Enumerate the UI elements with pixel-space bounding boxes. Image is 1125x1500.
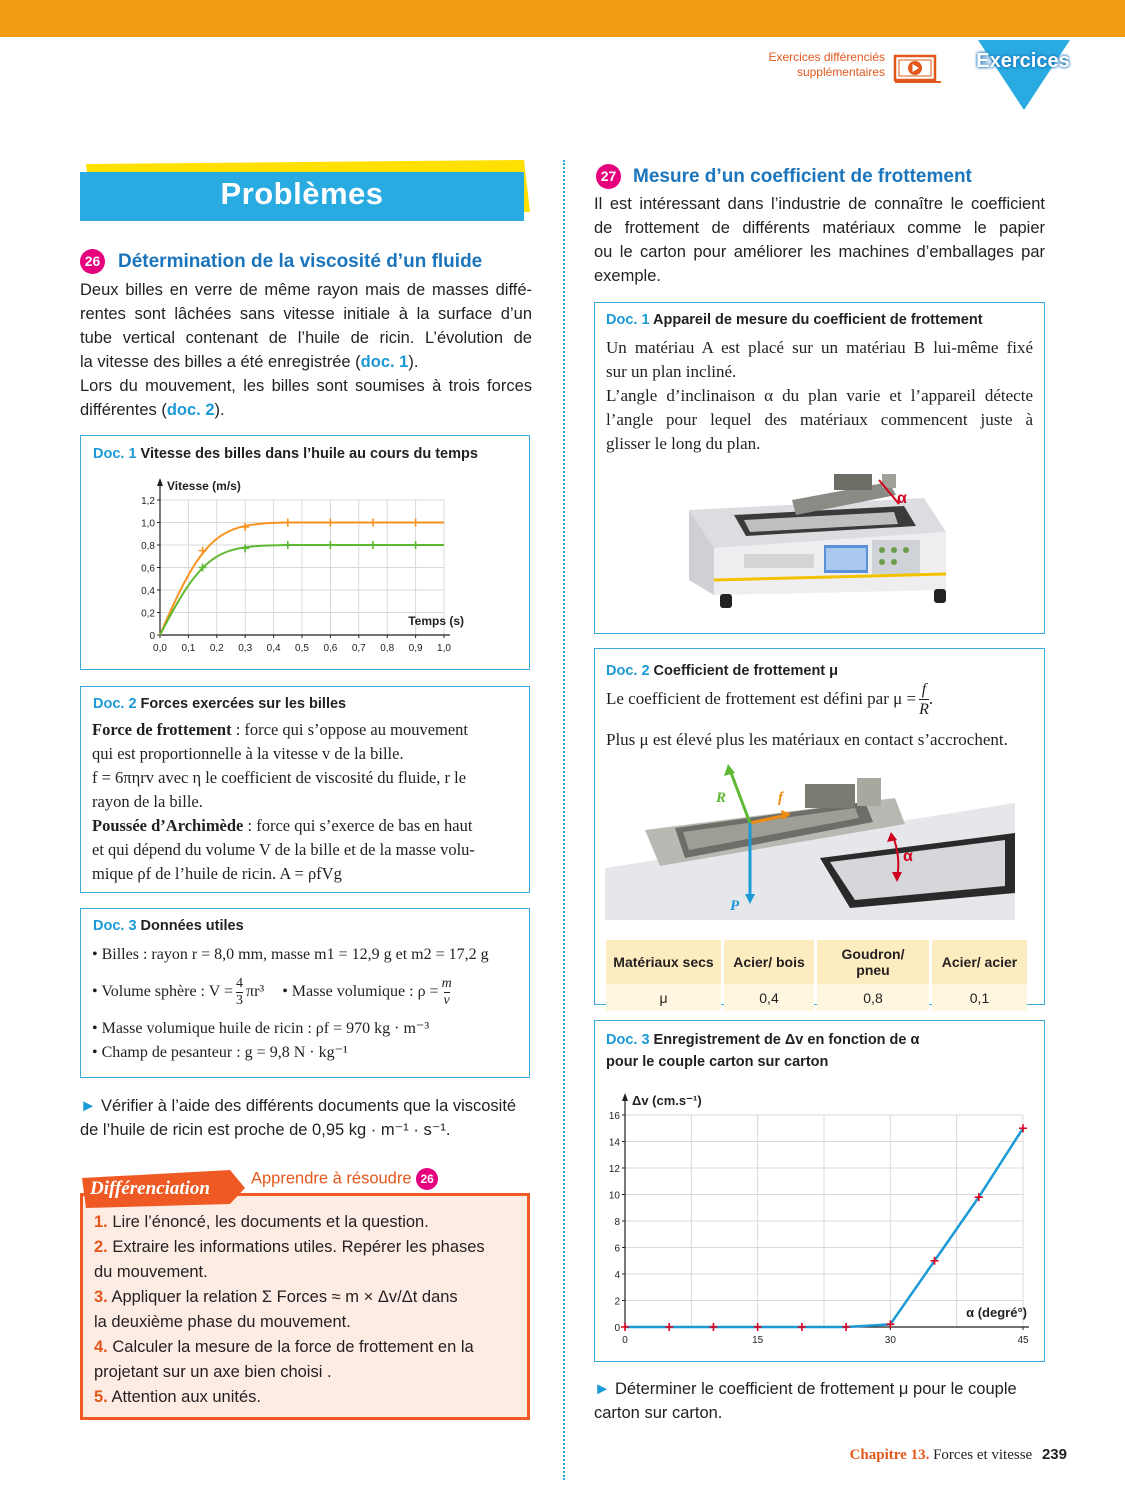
y-tick-label: 8 — [614, 1217, 620, 1228]
delta-v-chart — [598, 1080, 1038, 1352]
table-header-cell: Goudron/ pneu — [817, 940, 929, 984]
doc2-text: Force de frottement : force qui s’oppose au mouvement qui est proportionnelle à la vitesse v de la bille. f = 6πηrv avec η le coefficient de viscosité du fluide, r le rayon de la bille. Poussée d’Archimède : force qui s’exerce de bas en haut et qui dépend du volume V de la bille et de la masse volu- mique ρf de l’huile de ricin. A = ρfVg — [92, 720, 475, 883]
y-tick-label: 0 — [149, 631, 155, 642]
fraction-m-v: $\frac{m}{v}$ — [441, 975, 452, 1008]
data-point — [241, 523, 249, 531]
y-tick-label: 0,6 — [141, 563, 155, 575]
data-point — [241, 544, 249, 552]
vector-R-label: R — [716, 790, 727, 806]
data-point — [412, 519, 420, 527]
data-point — [369, 541, 377, 549]
y-tick-label: 1,2 — [141, 496, 155, 507]
exercise-27-title: Mesure d’un coefficient de frottement — [633, 166, 972, 187]
x-tick-label: 0,5 — [295, 643, 309, 654]
column-separator — [563, 160, 565, 1480]
y-tick-label: 10 — [608, 1190, 620, 1202]
vector-P-label: P — [730, 898, 740, 914]
exercise-number-badge: 27 — [596, 164, 621, 189]
y-tick-label: 2 — [614, 1296, 620, 1308]
y-tick-label: 4 — [614, 1270, 620, 1281]
x-tick-label: 0,1 — [181, 643, 196, 654]
arrow-right-icon: ► — [594, 1380, 611, 1398]
doc1-link[interactable]: doc. 1 — [360, 353, 409, 371]
doc2-heading: Doc. 2 Forces exercées sur les billes — [93, 696, 347, 712]
learn-to-solve-link[interactable]: Apprendre à résoudre 26 — [251, 1168, 438, 1190]
differentiation-label: Différenciation — [90, 1178, 210, 1199]
doc1-heading: Doc. 1 Vitesse des billes dans l’huile au cours du temps — [93, 446, 478, 462]
y-tick-label: 16 — [608, 1111, 620, 1122]
data-point — [326, 519, 334, 527]
data-point — [709, 1323, 717, 1331]
section-tab-label: Exercices — [976, 50, 1070, 72]
arrow-right-icon: ► — [80, 1097, 97, 1115]
doc1-right-text: Un matériau A est placé sur un matériau B lui-même fixé sur un plan incliné. L’angle d’inclinaison α du plan varie et l’appareil détecte l’angle pour lequel des matériaux commencent juste à glisser le long du plan. — [606, 338, 1033, 453]
x-tick-label: 0,6 — [323, 643, 338, 654]
data-point — [369, 519, 377, 527]
friction-tester-device-image — [684, 470, 964, 615]
data-point — [665, 1323, 673, 1331]
table-cell: 0,4 — [724, 984, 814, 1011]
inclined-plane-forces-image — [605, 758, 1015, 920]
x-tick-label: 45 — [1017, 1335, 1029, 1346]
doc1-right-heading: Doc. 1 Appareil de mesure du coefficient de frottement — [606, 312, 983, 328]
exercise-26-title: Détermination de la viscosité d’un fluide — [118, 251, 483, 272]
friction-coefficient-table — [603, 940, 1030, 1011]
y-tick-label: 0,4 — [141, 586, 155, 597]
doc2-right-heading: Doc. 2 Coefficient de frottement μ — [606, 663, 839, 679]
y-tick-label: 1,0 — [141, 518, 155, 530]
fraction-4-3: $\frac{4}{3}$ — [236, 975, 243, 1008]
doc2-right-text: Le coefficient de frottement est défini par μ = $\frac{f}{R}$ . Plus μ est élevé plus les matériaux en contact s’accrochent. — [606, 680, 1008, 749]
x-tick-label: 15 — [752, 1335, 764, 1346]
y-tick-label: 0,8 — [141, 541, 155, 552]
x-tick-label: 0,4 — [266, 643, 281, 654]
x-tick-label: 0 — [622, 1335, 628, 1346]
device-alpha-label: α — [897, 490, 907, 507]
table-cell: 0,8 — [817, 984, 929, 1011]
y-axis-label: Δv (cm.s⁻¹) — [632, 1093, 702, 1108]
x-tick-label: 0,9 — [408, 643, 423, 654]
y-tick-label: 0 — [614, 1323, 620, 1334]
exercise-26-question: ► Vérifier à l’aide des différents documents que la viscosité de l’huile de ricin est proche de 0,95 kg · m⁻¹ · s⁻¹. — [80, 1097, 517, 1139]
data-point — [798, 1323, 806, 1331]
data-point — [199, 547, 207, 555]
table-row — [606, 984, 1027, 1011]
exercise-number-badge: 26 — [80, 249, 105, 274]
data-point — [412, 541, 420, 549]
x-axis-label: α (degré°) — [966, 1305, 1027, 1320]
doc2-link[interactable]: doc. 2 — [166, 401, 215, 419]
data-point — [284, 519, 292, 527]
data-point — [621, 1323, 629, 1331]
top-color-bar — [0, 0, 1125, 37]
x-tick-label: 0,3 — [238, 643, 253, 654]
doc3-right-heading: Doc. 3 Enregistrement de Δv en fonction de α pour le couple carton sur carton — [606, 1032, 920, 1070]
extra-exercises-label[interactable]: Exercices différenciés supplémentaires — [768, 50, 885, 79]
exercise-27-question: ► Déterminer le coefficient de frottement μ pour le couple carton sur carton. — [594, 1380, 1017, 1422]
table-header-cell: Acier/ acier — [932, 940, 1027, 984]
x-axis-label: Temps (s) — [408, 614, 464, 628]
doc3-text: • Billes : rayon r = 8,0 mm, masse m1 = 12,9 g et m2 = 17,2 g • Volume sphère : V = $\frac{4}{3}$ πr³ • Masse volumique : ρ = $\frac{m}{v}$ • Masse volumique huile de ricin : ρf = 970 kg · m⁻³ • Champ de pesanteur : g = 9,8 N · kg⁻¹ — [92, 946, 489, 1061]
exercise-27-intro: Il est intéressant dans l’industrie de connaître le coefficient de frottement de différents matériaux comme le papier ou le carton pour améliorer les machines d’emballages par exemple. — [594, 195, 1045, 285]
x-tick-label: 0,0 — [153, 643, 167, 654]
data-point — [754, 1323, 762, 1331]
differentiation-steps: 1. Lire l’énoncé, les documents et la question. 2. Extraire les informations utiles. Repérer les phases du mouvement. 3. Appliquer la relation Σ Forces ≈ m × Δv/Δt dans la deuxième phase du mouvement. 4. Calculer la mesure de la force de frottement en la projetant sur un axe bien choisi . 5. Attention aux unités. — [94, 1213, 485, 1406]
speed-chart — [130, 470, 470, 662]
table-header-row — [606, 940, 1027, 984]
data-point — [326, 541, 334, 549]
table-header-cell: Matériaux secs — [606, 940, 721, 984]
table-cell: μ — [606, 984, 721, 1011]
y-tick-label: 12 — [608, 1164, 620, 1175]
x-tick-label: 0,8 — [380, 643, 395, 654]
y-tick-label: 6 — [614, 1243, 620, 1255]
video-play-icon[interactable] — [893, 54, 943, 84]
vector-f-label: f — [778, 790, 783, 806]
y-axis-label: Vitesse (m/s) — [167, 479, 241, 493]
doc3-heading: Doc. 3 Données utiles — [93, 918, 244, 934]
y-axis-arrow — [622, 1093, 628, 1101]
x-tick-label: 0,2 — [209, 643, 224, 654]
data-point — [284, 541, 292, 549]
y-axis-arrow — [157, 478, 163, 486]
plane-alpha-label: α — [903, 848, 913, 865]
y-tick-label: 14 — [608, 1137, 620, 1149]
data-point — [842, 1323, 850, 1331]
page-footer: Chapitre 13. Forces et vitesse 239 — [849, 1446, 1067, 1463]
y-tick-label: 0,2 — [141, 608, 155, 620]
x-tick-label: 30 — [884, 1335, 896, 1346]
table-cell: 0,1 — [932, 984, 1027, 1011]
fraction-f-R: $\frac{f}{R}$ — [919, 680, 929, 718]
page-number: 239 — [1041, 1446, 1067, 1463]
problems-title: Problèmes — [220, 176, 384, 211]
exercise-26-intro: Deux billes en verre de même rayon mais de masses diffé- rentes sont lâchées sans vitesse initiale à la surface d’un tube vertical contenant de l’huile de ricin. L’évolution de la vitesse des billes a été enregistrée (doc. 1). Lors du mouvement, les billes sont soumises à trois forces différentes (doc. 2). — [80, 281, 532, 419]
x-tick-label: 1,0 — [437, 643, 451, 654]
table-header-cell: Acier/ bois — [724, 940, 814, 984]
x-tick-label: 0,7 — [351, 643, 366, 654]
